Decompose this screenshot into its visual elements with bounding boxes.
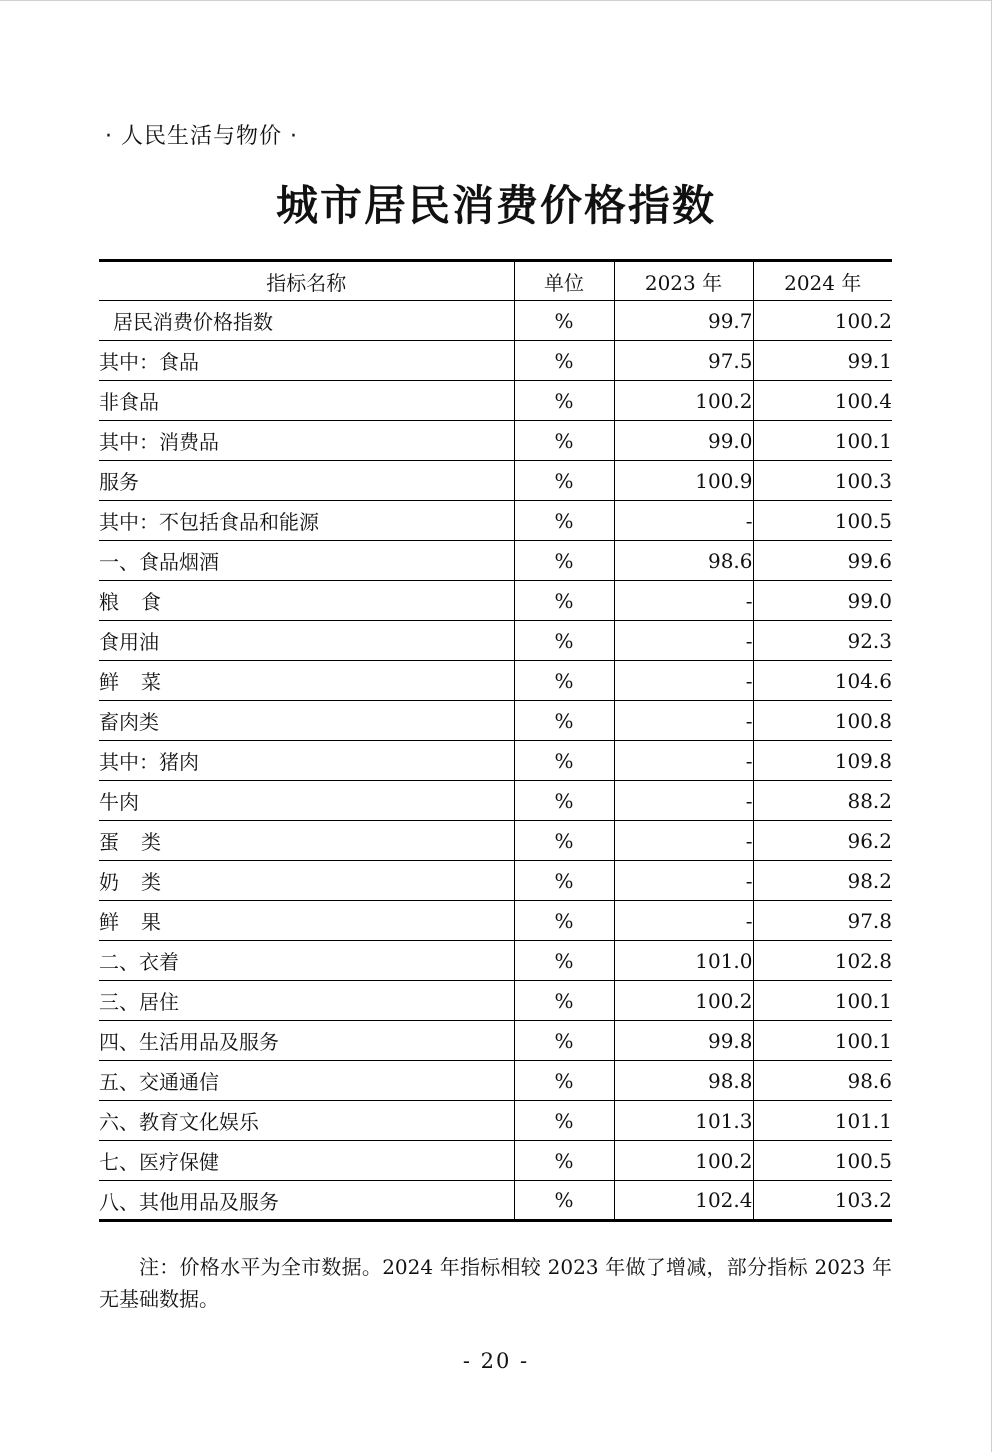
cpi-table: [99, 259, 892, 1222]
row-value-2023: -: [614, 501, 753, 541]
header-2023: 2023 年: [614, 261, 753, 301]
table-row: [99, 1101, 892, 1141]
row-value-2024: 92.3: [753, 621, 892, 661]
row-name: 一、食品烟酒: [99, 541, 514, 581]
row-name: 服务: [99, 461, 514, 501]
table-row: [99, 1141, 892, 1181]
row-unit: %: [514, 341, 614, 381]
row-value-2024: 97.8: [753, 901, 892, 941]
row-name: 六、教育文化娱乐: [99, 1101, 514, 1141]
row-value-2024: 100.5: [753, 1141, 892, 1181]
row-value-2024: 99.1: [753, 341, 892, 381]
row-value-2024: 100.3: [753, 461, 892, 501]
row-value-2024: 98.6: [753, 1061, 892, 1101]
row-unit: %: [514, 861, 614, 901]
row-name: 非食品: [99, 381, 514, 421]
page-number: - 20 -: [462, 1349, 530, 1373]
row-value-2024: 98.2: [753, 861, 892, 901]
row-name: 二、衣着: [99, 941, 514, 981]
row-unit: %: [514, 501, 614, 541]
row-value-2024: 101.1: [753, 1101, 892, 1141]
row-unit: %: [514, 621, 614, 661]
row-name: 其中：消费品: [99, 421, 514, 461]
table-row: [99, 741, 892, 781]
section-header: · 人民生活与物价 ·: [105, 124, 298, 149]
row-name: 粮食: [99, 590, 183, 614]
header-unit: 单位: [514, 261, 614, 301]
header-name: 指标名称: [266, 270, 347, 295]
row-unit: %: [514, 541, 614, 581]
row-name: 五、交通通信: [99, 1061, 514, 1101]
row-unit: %: [514, 1141, 614, 1181]
row-name: 鲜菜: [99, 670, 183, 694]
row-unit: %: [514, 981, 614, 1021]
row-value-2024: 100.1: [753, 421, 892, 461]
table-row: [99, 861, 892, 901]
row-name: 七、医疗保健: [99, 1141, 514, 1181]
row-value-2023: -: [614, 701, 753, 741]
row-value-2023: 100.9: [614, 461, 753, 501]
row-name-cell: [99, 301, 514, 341]
row-unit: %: [514, 301, 614, 341]
table-row: [99, 981, 892, 1021]
table-row: [99, 781, 892, 821]
row-value-2024: 102.8: [753, 941, 892, 981]
row-name: 三、居住: [99, 981, 514, 1021]
row-name: 八、其他用品及服务: [99, 1181, 514, 1221]
table-row: [99, 701, 892, 741]
page-title: 城市居民消费价格指数: [275, 181, 716, 230]
row-value-2023: 101.3: [614, 1101, 753, 1141]
table-row: [99, 421, 892, 461]
row-name: 畜肉类: [99, 701, 514, 741]
table-row: [99, 461, 892, 501]
row-value-2023: 99.0: [614, 421, 753, 461]
table-footnote: 注：价格水平为全市数据。2024 年指标相较 2023 年做了增减，部分指标 2023 年无基础数据。: [99, 1255, 892, 1311]
row-value-2024: 100.8: [753, 701, 892, 741]
row-name-cell: [99, 861, 514, 901]
row-name: 食用油: [99, 621, 514, 661]
row-value-2023: 99.8: [614, 1021, 753, 1061]
row-unit: %: [514, 381, 614, 421]
row-unit: %: [514, 661, 614, 701]
table-header-row: [99, 261, 892, 301]
row-unit: %: [514, 1021, 614, 1061]
row-unit: %: [514, 941, 614, 981]
table-row: [99, 381, 892, 421]
row-value-2023: 97.5: [614, 341, 753, 381]
row-name: 其中：猪肉: [99, 741, 514, 781]
row-unit: %: [514, 1181, 614, 1221]
row-unit: %: [514, 461, 614, 501]
row-value-2024: 104.6: [753, 661, 892, 701]
table-row: [99, 901, 892, 941]
row-name: 居民消费价格指数: [113, 310, 273, 334]
table-row: [99, 341, 892, 381]
row-name-cell: [99, 581, 514, 621]
row-name-cell: [99, 661, 514, 701]
row-name: 其中：不包括食品和能源: [99, 501, 514, 541]
row-unit: %: [514, 1101, 614, 1141]
row-value-2024: 103.2: [753, 1181, 892, 1221]
row-value-2024: 100.1: [753, 1021, 892, 1061]
row-unit: %: [514, 741, 614, 781]
row-value-2023: -: [614, 661, 753, 701]
row-value-2024: 88.2: [753, 781, 892, 821]
row-unit: %: [514, 821, 614, 861]
row-value-2024: 100.5: [753, 501, 892, 541]
row-unit: %: [514, 421, 614, 461]
table-row: [99, 661, 892, 701]
row-unit: %: [514, 781, 614, 821]
row-value-2023: 101.0: [614, 941, 753, 981]
row-value-2024: 100.2: [753, 301, 892, 341]
table-row: [99, 1021, 892, 1061]
header-2024: 2024 年: [753, 261, 892, 301]
table-row: [99, 1181, 892, 1221]
row-value-2023: 100.2: [614, 1141, 753, 1181]
row-value-2023: -: [614, 901, 753, 941]
table-row: [99, 541, 892, 581]
row-value-2023: 99.7: [614, 301, 753, 341]
row-name-cell: [99, 821, 514, 861]
row-name: 其中：食品: [99, 341, 514, 381]
row-unit: %: [514, 581, 614, 621]
row-value-2024: 99.0: [753, 581, 892, 621]
row-value-2024: 99.6: [753, 541, 892, 581]
row-value-2023: 102.4: [614, 1181, 753, 1221]
row-value-2023: -: [614, 821, 753, 861]
row-value-2023: -: [614, 621, 753, 661]
table-row: [99, 1061, 892, 1101]
row-value-2023: 98.8: [614, 1061, 753, 1101]
row-value-2024: 109.8: [753, 741, 892, 781]
row-name: 鲜果: [99, 910, 183, 934]
row-unit: %: [514, 901, 614, 941]
row-name: 奶类: [99, 870, 183, 894]
row-name: 蛋类: [99, 830, 183, 854]
row-name: 牛肉: [99, 781, 514, 821]
table-row: [99, 821, 892, 861]
table-row: [99, 301, 892, 341]
row-value-2023: 98.6: [614, 541, 753, 581]
row-value-2023: 100.2: [614, 981, 753, 1021]
row-value-2023: -: [614, 581, 753, 621]
row-value-2024: 100.4: [753, 381, 892, 421]
row-name-cell: [99, 901, 514, 941]
row-value-2023: -: [614, 741, 753, 781]
table-row: [99, 501, 892, 541]
row-value-2024: 96.2: [753, 821, 892, 861]
row-value-2023: 100.2: [614, 381, 753, 421]
row-value-2023: -: [614, 861, 753, 901]
table-row: [99, 581, 892, 621]
table-row: [99, 941, 892, 981]
row-name: 四、生活用品及服务: [99, 1021, 514, 1061]
table-row: [99, 621, 892, 661]
row-unit: %: [514, 701, 614, 741]
row-value-2023: -: [614, 781, 753, 821]
row-value-2024: 100.1: [753, 981, 892, 1021]
row-unit: %: [514, 1061, 614, 1101]
